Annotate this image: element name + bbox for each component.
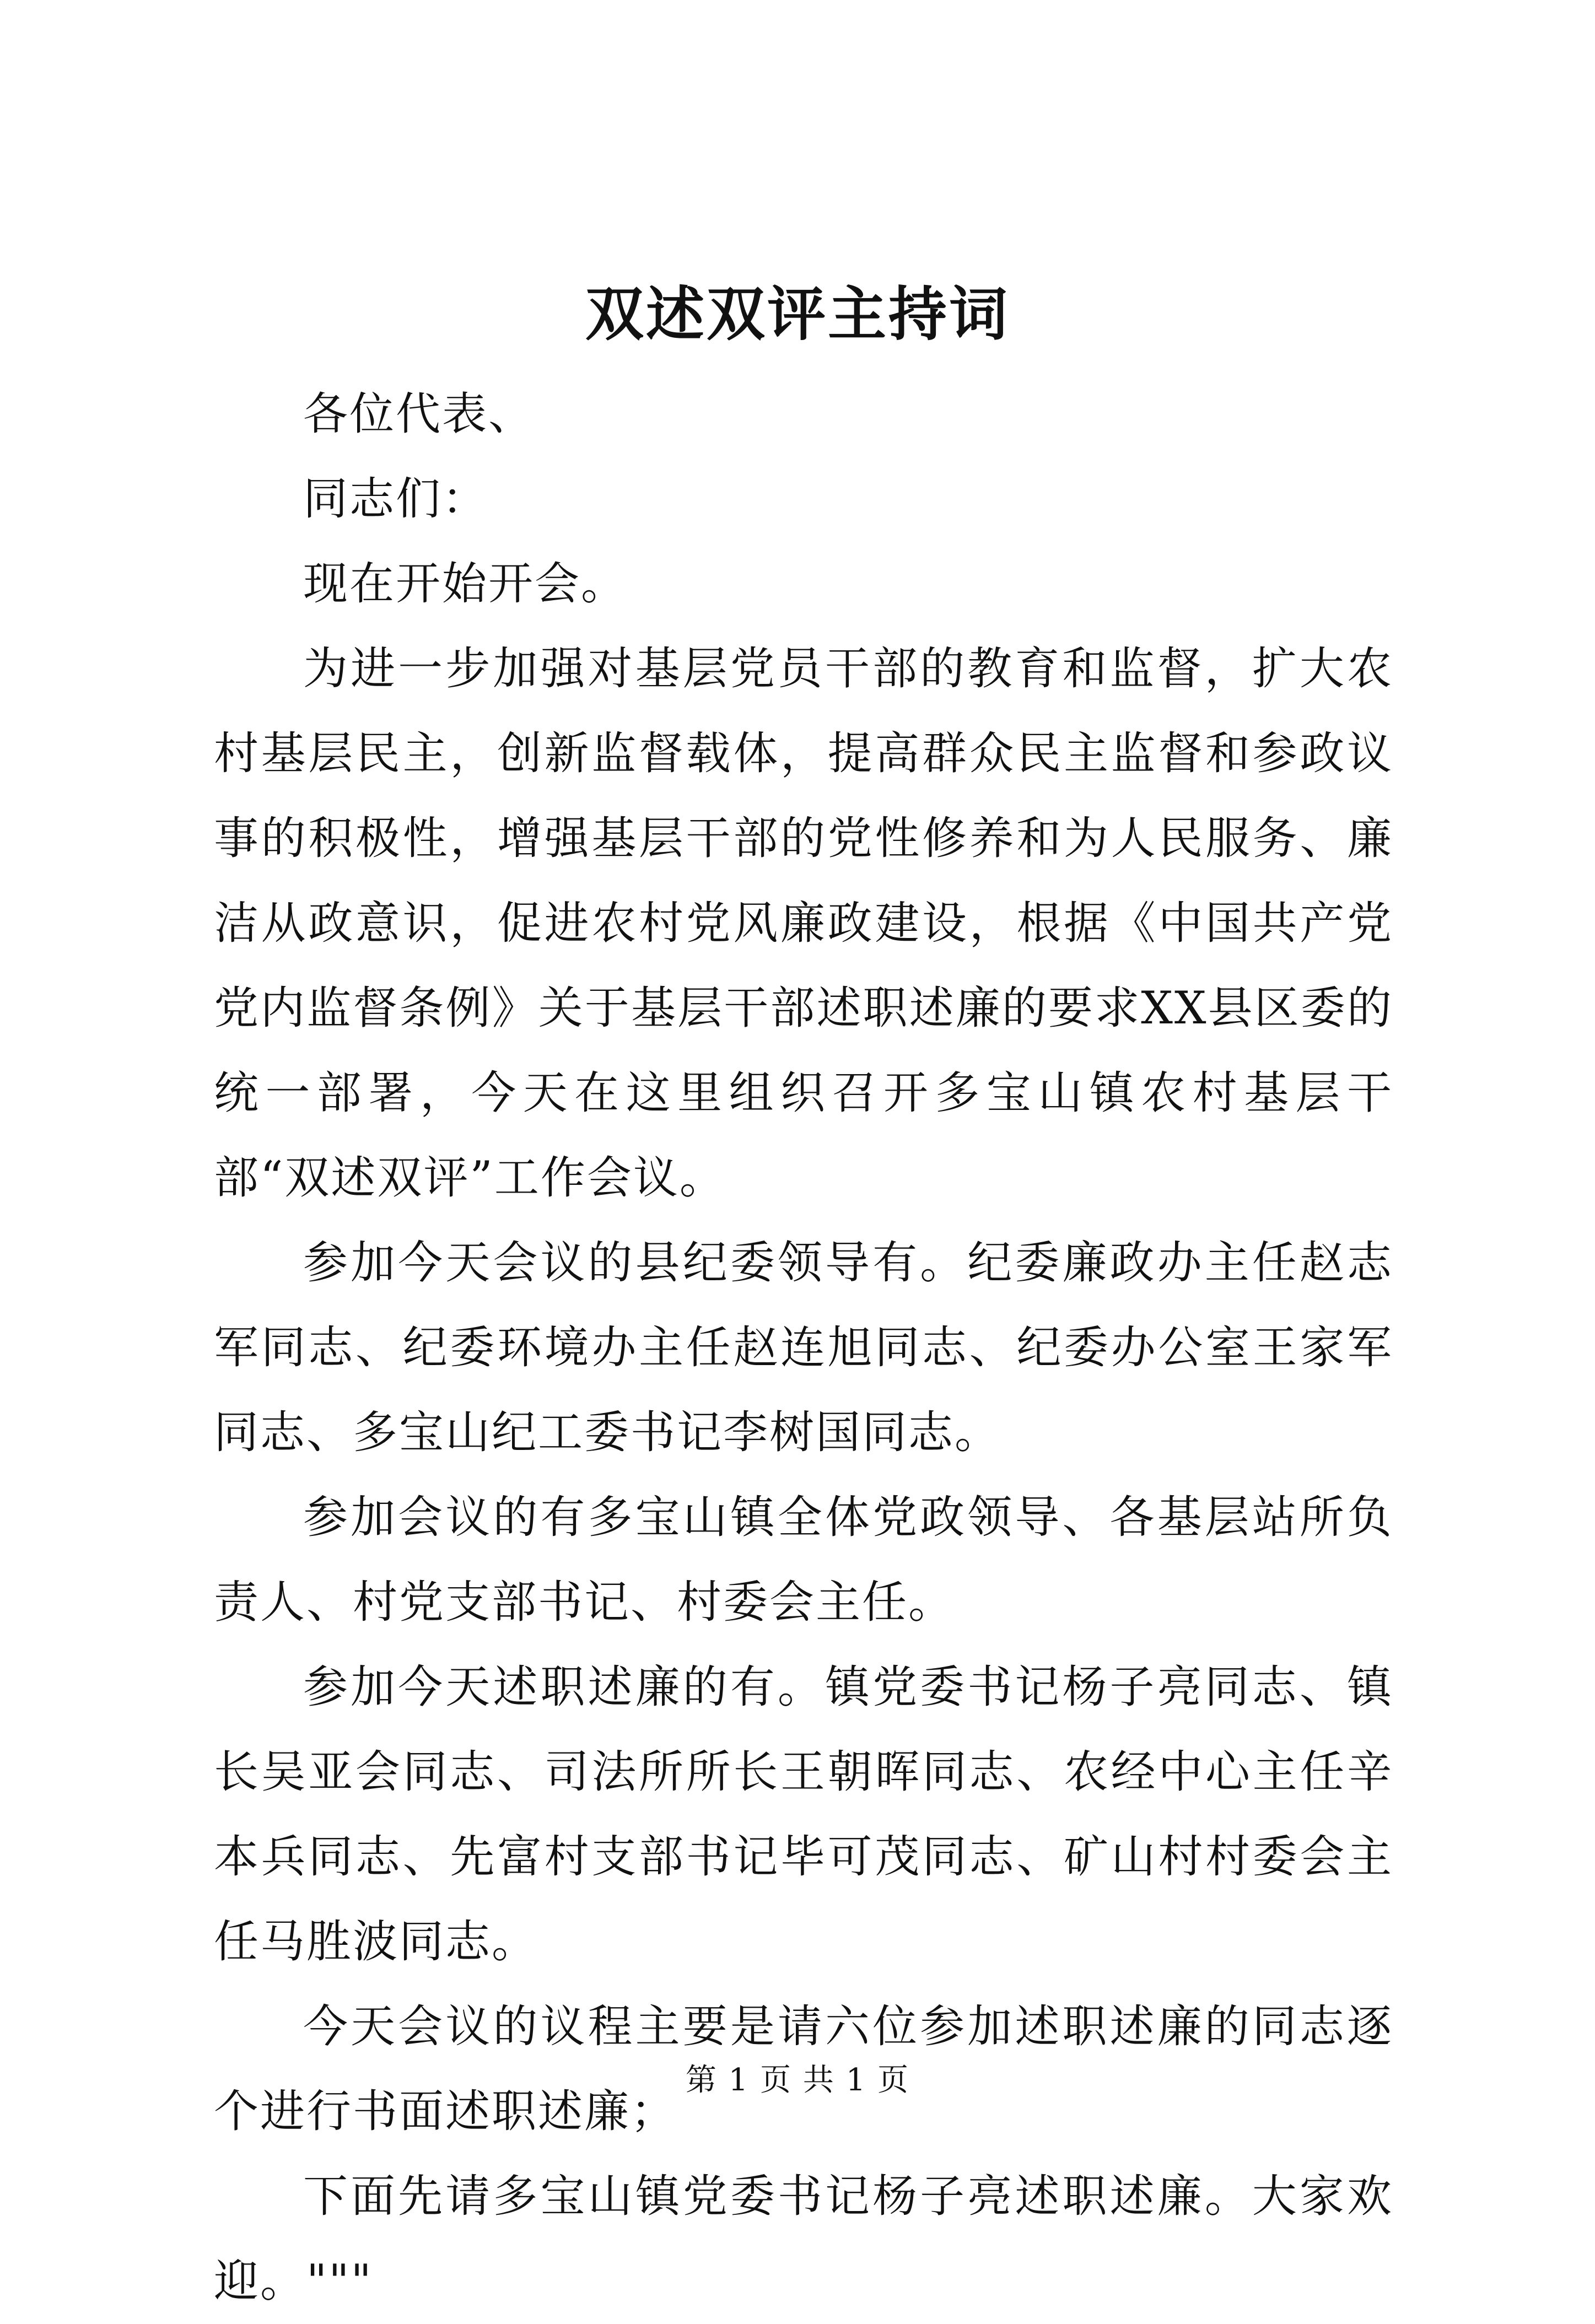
document-title: 双述双评主持词	[585, 279, 1010, 348]
page-footer: 第 1 页 共 1 页	[685, 2062, 910, 2098]
paragraph-closing: 下面先请多宝山镇党委书记杨子亮述职述廉。大家欢迎。"""	[214, 2171, 1393, 2307]
paragraph-greeting-2: 同志们：	[303, 473, 489, 525]
document-body	[214, 372, 1393, 2324]
paragraph-opening: 现在开始开会。	[303, 558, 628, 610]
paragraph-greeting-1: 各位代表、	[303, 389, 535, 440]
paragraph-agenda: 今天会议的议程主要是请六位参加述职述廉的同志逐个进行书面述职述廉；	[214, 2001, 1393, 2138]
paragraph-attendees: 参加会议的有多宝山镇全体党政领导、各基层站所负责人、村党支部书记、村委会主任。	[214, 1492, 1393, 1629]
paragraph-purpose: 为进一步加强对基层党员干部的教育和监督，扩大农村基层民主，创新监督载体，提高群众民主监督和参政议事的积极性，增强基层干部的党性修养和为人民服务、廉洁从政意识，促进农村党风廉政建设，根据《中国共产党党内监督条例》关于基层干部述职述廉的要求XX县区委的统一部署，今天在这里组织召开多宝山镇农村基层干部“双述双评”工作会议。	[214, 643, 1393, 1204]
paragraph-leaders: 参加今天会议的县纪委领导有。纪委廉政办主任赵志军同志、纪委环境办主任赵连旭同志、纪委办公室王家军同志、多宝山纪工委书记李树国同志。	[214, 1237, 1393, 1459]
paragraph-speakers: 参加今天述职述廉的有。镇党委书记杨子亮同志、镇长吴亚会同志、司法所所长王朝晖同志、农经中心主任辛本兵同志、先富村支部书记毕可茂同志、矿山村村委会主任马胜波同志。	[214, 1662, 1393, 1968]
